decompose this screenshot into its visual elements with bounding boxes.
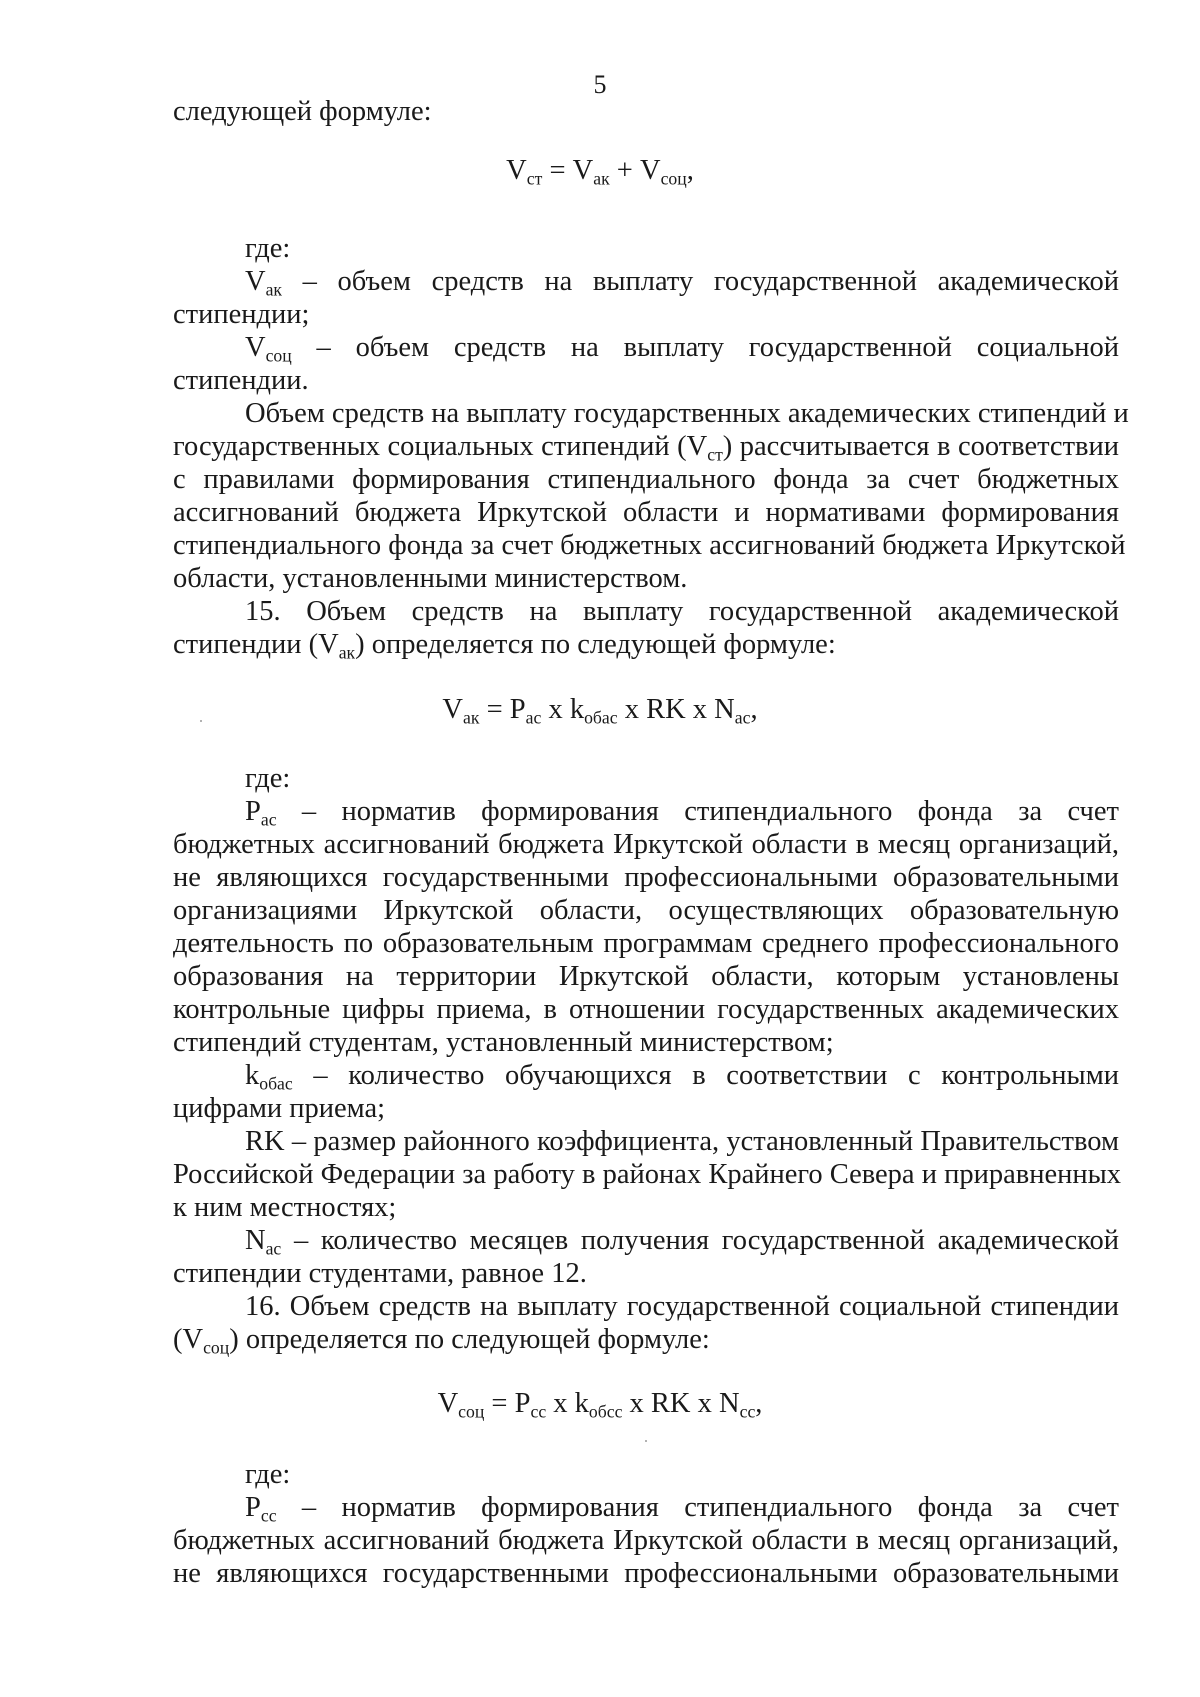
paragraph-line: ассигнований бюджета Иркутской области и нормативами формирования — [173, 497, 1119, 528]
scan-speck — [645, 1440, 647, 1442]
paragraph-line: Объем средств на выплату государственных академических стипендий и — [245, 398, 1129, 429]
paragraph-line: области, установленными министерством. — [173, 563, 688, 594]
paragraph-line: стипендиального фонда за счет бюджетных ассигнований бюджета Иркутской — [173, 530, 1126, 561]
formula-vak: $V_{ак} = P_{ас}$ x $k_{обас}$ x RK x $N_{ас}$, — [442, 694, 758, 728]
definition-pac-line: деятельность по образовательным программам среднего профессионального — [173, 928, 1119, 959]
definition-pcc: $P_{сс}$ – норматив формирования стипендиального фонда за счет — [245, 1492, 1119, 1526]
definition-rk-line: Российской Федерации за работу в районах Крайнего Севера и приравненных — [173, 1159, 1122, 1190]
definition-kobac-cont: цифрами приема; — [173, 1093, 386, 1124]
definition-pac-line: образования на территории Иркутской области, которым установлены — [173, 961, 1119, 992]
item-15-line: стипендии $(V_{ак})$ определяется по следующей формуле: — [173, 629, 836, 663]
paragraph-line: с правилами формирования стипендиального фонда за счет бюджетных — [173, 464, 1119, 495]
definition-pac-line: бюджетных ассигнований бюджета Иркутской области в месяц организаций, — [173, 829, 1119, 860]
formula-vst: $V_{ст} = V_{ак} + V_{соц}$, — [506, 155, 694, 189]
paragraph-line: государственных социальных стипендий $(V_{ст})$ рассчитывается в соответствии — [173, 431, 1119, 465]
where-label: где: — [245, 1459, 291, 1490]
definition-pac-line: стипендий студентам, установленный министерством; — [173, 1027, 834, 1058]
definition-vak: $V_{ак}$ – объем средств на выплату государственной академической — [245, 266, 1119, 300]
definition-pac: $P_{ас}$ – норматив формирования стипендиального фонда за счет — [245, 796, 1119, 830]
definition-vak-cont: стипендии; — [173, 299, 310, 330]
scan-speck — [200, 720, 202, 722]
definition-nac: $N_{ас}$ – количество месяцев получения государственной академической — [245, 1225, 1119, 1259]
definition-kobac: $k_{обас}$ – количество обучающихся в соответствии с контрольными — [245, 1060, 1119, 1094]
definition-rk-line: к ним местностях; — [173, 1192, 397, 1223]
definition-rk: RK – размер районного коэффициента, установленный Правительством — [245, 1126, 1119, 1157]
item-16-line: 16. Объем средств на выплату государственной социальной стипендии — [245, 1291, 1119, 1322]
definition-vsoc-cont: стипендии. — [173, 365, 309, 396]
intro-line: следующей формуле: — [173, 96, 432, 127]
definition-vsoc: $V_{соц}$ – объем средств на выплату государственной социальной — [245, 332, 1119, 366]
formula-vsoc: $V_{соц} = P_{сс}$ x $k_{обсс}$ x RK x $N_{сс}$, — [437, 1388, 763, 1422]
where-label: где: — [245, 763, 291, 794]
item-15-line: 15. Объем средств на выплату государственной академической — [245, 596, 1119, 627]
page-number: 5 — [593, 70, 607, 99]
definition-nac-cont: стипендии студентами, равное 12. — [173, 1258, 587, 1289]
where-label: где: — [245, 233, 291, 264]
item-16-line: $(V_{соц})$ определяется по следующей формуле: — [173, 1324, 710, 1358]
definition-pcc-line: не являющихся государственными профессиональными образовательными — [173, 1558, 1119, 1589]
definition-pcc-line: бюджетных ассигнований бюджета Иркутской области в месяц организаций, — [173, 1525, 1119, 1556]
definition-pac-line: организациями Иркутской области, осуществляющих образовательную — [173, 895, 1119, 926]
definition-pac-line: контрольные цифры приема, в отношении государственных академических — [173, 994, 1119, 1025]
definition-pac-line: не являющихся государственными профессиональными образовательными — [173, 862, 1119, 893]
